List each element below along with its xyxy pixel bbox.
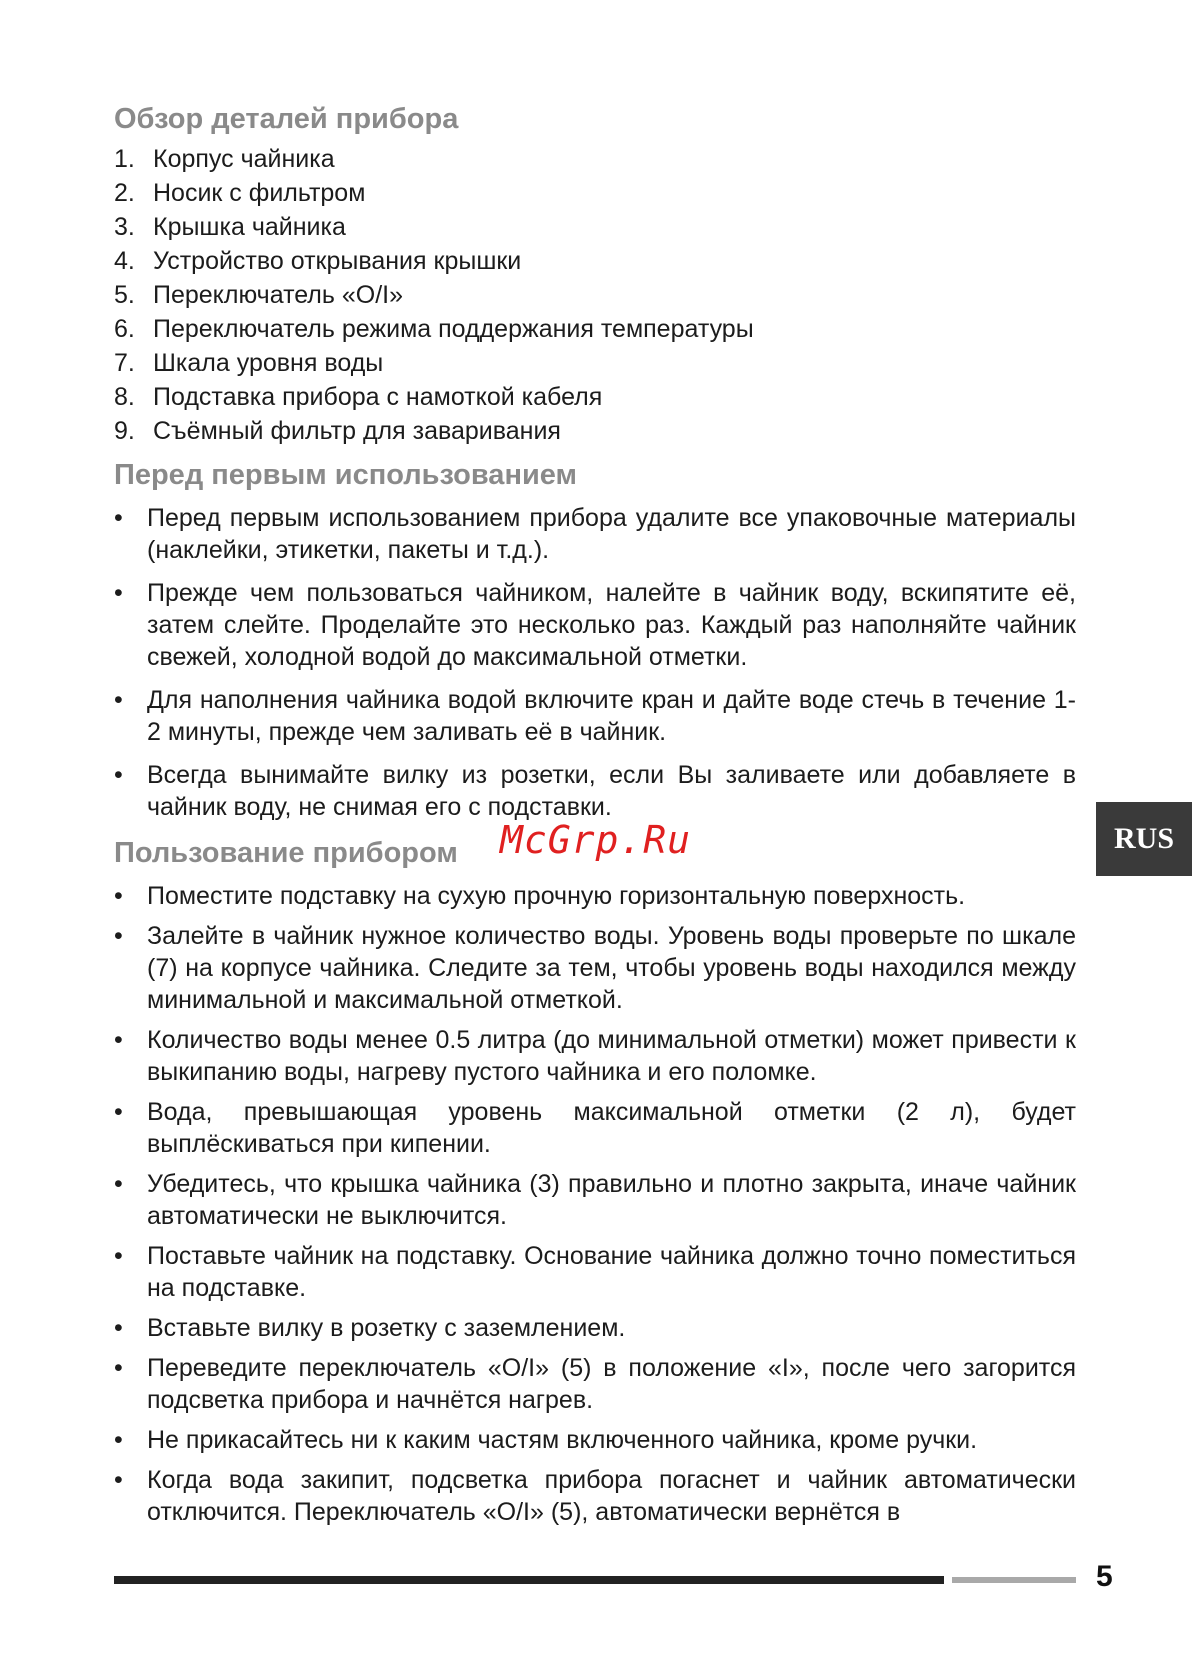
list-item: • Убедитесь, что крышка чайника (3) правильно и плотно закрыта, иначе чайник автоматически не выключится. (114, 1170, 1076, 1230)
list-item: • Вставьте вилку в розетку с заземлением. (114, 1314, 626, 1342)
list-item: • Всегда вынимайте вилку из розетки, если Вы заливаете или добавляете в чайник воду, не снимая его с подставки. (114, 761, 1076, 821)
list-item: • Залейте в чайник нужное количество воды. Уровень воды проверьте по шкале (7) на корпусе чайника. Следите за тем, чтобы уровень воды находился между минимальной и максимальной отметкой. (114, 922, 1076, 1014)
bullet: • (114, 882, 123, 910)
list-item: 1. Корпус чайника (114, 145, 335, 173)
instructions-list (114, 502, 1076, 823)
list-item: 4. Устройство открывания крышки (114, 247, 522, 275)
language-tab: RUS (1096, 802, 1192, 876)
footer-rule-light (952, 1577, 1076, 1583)
bullet: • (114, 1098, 123, 1126)
bullet: • (114, 922, 123, 950)
section-usage (114, 834, 1076, 1528)
watermark-text: McGrp.Ru (500, 818, 692, 862)
bullet: • (114, 1170, 123, 1198)
list-item: • Переведите переключатель «O/I» (5) в положение «I», после чего загорится подсветка прибора и начнётся нагрев. (114, 1354, 1076, 1414)
section-title: Перед первым использованием (114, 459, 577, 491)
list-item: 9. Съёмный фильтр для заваривания (114, 417, 561, 445)
list-item: • Количество воды менее 0.5 литра (до минимальной отметки) может привести к выкипанию воды, нагреву пустого чайника и его поломке. (114, 1026, 1076, 1086)
list-item: 3. Крышка чайника (114, 213, 346, 241)
parts-list (114, 142, 1076, 448)
bullet: • (114, 1466, 123, 1494)
list-item: 5. Переключатель «O/I» (114, 281, 404, 309)
list-item: • Прежде чем пользоваться чайником, налейте в чайник воду, вскипятите её, затем слейте. Проделайте это несколько раз. Каждый раз наполняйте чайник свежей, холодной водой до максимальной отметки. (114, 579, 1076, 671)
section-title: Обзор деталей прибора (114, 103, 459, 135)
section-before-first-use (114, 456, 1076, 823)
list-item: • Вода, превышающая уровень максимальной отметки (2 л), будет выплёскиваться при кипении. (114, 1098, 1076, 1158)
bullet: • (114, 1242, 123, 1270)
bullet: • (114, 579, 123, 607)
section-parts-overview (114, 100, 1076, 448)
bullet: • (114, 1314, 123, 1342)
list-item: • Когда вода закипит, подсветка прибора погаснет и чайник автоматически отключится. Переключатель «O/I» (5), автоматически вернётся в (114, 1466, 1076, 1526)
page-number: 5 (1096, 1560, 1113, 1593)
bullet: • (114, 761, 123, 789)
list-item: • Поставьте чайник на подставку. Основание чайника должно точно поместиться на подставке. (114, 1242, 1076, 1302)
footer-rule-dark (114, 1576, 944, 1584)
list-item: • Не прикасайтесь ни к каким частям включенного чайника, кроме ручки. (114, 1426, 978, 1454)
instructions-list (114, 880, 1076, 1528)
bullet: • (114, 686, 123, 714)
list-item: • Для наполнения чайника водой включите кран и дайте воде стечь в течение 1-2 минуты, прежде чем заливать её в чайник. (114, 686, 1076, 746)
list-item: • Поместите подставку на сухую прочную горизонтальную поверхность. (114, 882, 966, 910)
list-item: 8. Подставка прибора с намоткой кабеля (114, 383, 603, 411)
list-item: 7. Шкала уровня воды (114, 349, 384, 377)
section-title: Пользование прибором (114, 837, 458, 869)
list-item: 2. Носик с фильтром (114, 179, 366, 207)
bullet: • (114, 1026, 123, 1054)
bullet: • (114, 1426, 123, 1454)
bullet: • (114, 1354, 123, 1382)
bullet: • (114, 504, 123, 532)
list-item: 6. Переключатель режима поддержания температуры (114, 315, 754, 343)
list-item: • Перед первым использованием прибора удалите все упаковочные материалы (наклейки, этикетки, пакеты и т.д.). (114, 504, 1076, 564)
